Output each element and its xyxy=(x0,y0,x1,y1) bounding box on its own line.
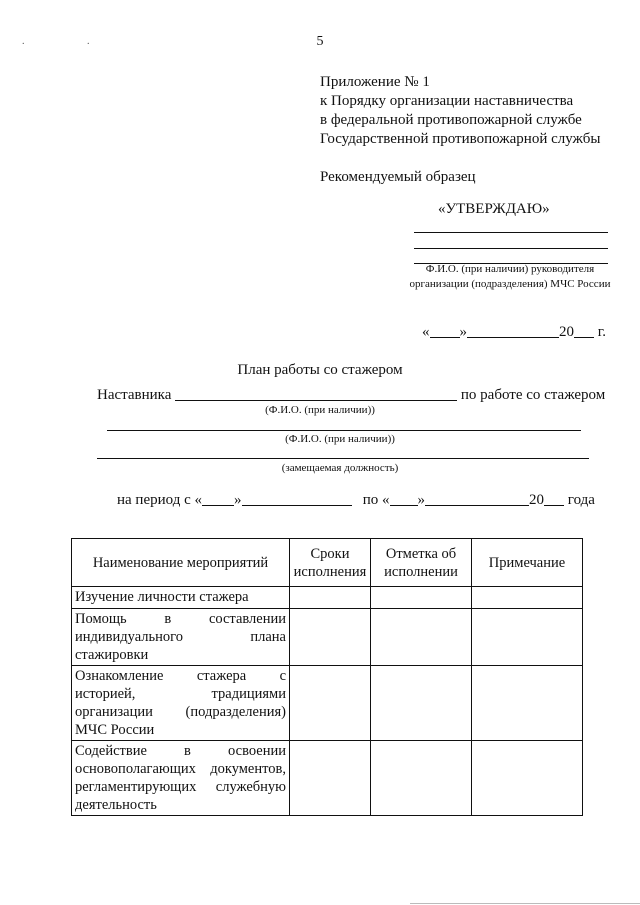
mentor-label: Наставника xyxy=(97,387,172,403)
completion-cell[interactable] xyxy=(371,587,472,609)
deadline-cell[interactable] xyxy=(290,609,371,666)
quote-close: » xyxy=(459,324,467,340)
note-cell[interactable] xyxy=(472,666,583,741)
year-suffix: г. xyxy=(597,324,606,340)
appendix-line: к Порядку организации наставничества xyxy=(320,93,574,109)
mentor-row xyxy=(97,386,605,404)
column-header: Примечание xyxy=(472,539,583,587)
signature-line[interactable] xyxy=(414,232,608,233)
deadline-cell[interactable] xyxy=(290,741,371,816)
mentor-suffix: по работе со стажером xyxy=(460,387,606,403)
table-row xyxy=(72,609,583,666)
year-prefix: 20 xyxy=(559,324,574,340)
year-suffix: года xyxy=(567,492,595,508)
table-row xyxy=(72,666,583,741)
completion-cell[interactable] xyxy=(371,666,472,741)
position-line[interactable] xyxy=(97,458,589,459)
year-field[interactable] xyxy=(574,323,594,338)
trainee-name-hint: (Ф.И.О. (при наличии)) xyxy=(285,433,395,445)
mentor-name-field[interactable] xyxy=(175,386,457,401)
position-hint: (замещаемая должность) xyxy=(281,462,399,474)
approver-caption xyxy=(400,262,620,292)
completion-cell[interactable] xyxy=(371,609,472,666)
scan-edge-line xyxy=(410,903,640,904)
quote-open: « xyxy=(422,324,430,340)
caption-line: организации (подразделения) МЧС России xyxy=(409,278,611,290)
to-day-field[interactable] xyxy=(390,491,418,506)
sample-label: Рекомендуемый образец xyxy=(320,169,476,185)
quote-close: » xyxy=(234,492,242,508)
year-prefix: 20 xyxy=(529,492,545,508)
activity-cell: Содействие в освоении основополагающих документов, регламентирующих служебную деятельность xyxy=(72,741,290,816)
table-header-row xyxy=(72,539,583,587)
column-header: Наименование мероприятий xyxy=(72,539,290,587)
deadline-cell[interactable] xyxy=(290,666,371,741)
deadline-cell[interactable] xyxy=(290,587,371,609)
period-row xyxy=(117,491,595,509)
table-row xyxy=(72,587,583,609)
mentor-name-hint: (Ф.И.О. (при наличии)) xyxy=(265,404,375,416)
period-from-label: на период с « xyxy=(117,492,203,508)
period-to-label: по « xyxy=(362,492,390,508)
appendix-line: Государственной противопожарной службы xyxy=(320,131,601,147)
trainee-name-line[interactable] xyxy=(107,430,581,431)
approval-date xyxy=(422,323,606,341)
column-header: Отметка об исполнении xyxy=(371,539,472,587)
note-cell[interactable] xyxy=(472,587,583,609)
year-field[interactable] xyxy=(544,491,564,506)
to-month-field[interactable] xyxy=(425,491,529,506)
plan-title: План работы со стажером xyxy=(237,362,403,378)
appendix-header xyxy=(320,73,600,149)
appendix-line: в федеральной противопожарной службе xyxy=(320,112,582,128)
completion-cell[interactable] xyxy=(371,741,472,816)
month-field[interactable] xyxy=(467,323,559,338)
note-cell[interactable] xyxy=(472,609,583,666)
day-field[interactable] xyxy=(430,323,460,338)
page-number: 5 xyxy=(316,34,324,49)
quote-close: » xyxy=(417,492,426,508)
appendix-line: Приложение № 1 xyxy=(320,74,430,90)
note-cell[interactable] xyxy=(472,741,583,816)
caption-line: Ф.И.О. (при наличии) руководителя xyxy=(425,263,595,275)
plan-table xyxy=(71,538,583,816)
column-header: Сроки исполнения xyxy=(290,539,371,587)
activity-cell: Изучение личности стажера xyxy=(72,587,290,609)
signature-line[interactable] xyxy=(414,248,608,249)
from-month-field[interactable] xyxy=(242,491,352,506)
table-row xyxy=(72,741,583,816)
approval-title: «УТВЕРЖДАЮ» xyxy=(438,201,550,217)
scan-marks: . . xyxy=(22,36,120,47)
activity-cell: Ознакомление стажера с историей, традициями организации (подразделения) МЧС России xyxy=(72,666,290,741)
activity-cell: Помощь в составлении индивидуального плана стажировки xyxy=(72,609,290,666)
from-day-field[interactable] xyxy=(202,491,234,506)
